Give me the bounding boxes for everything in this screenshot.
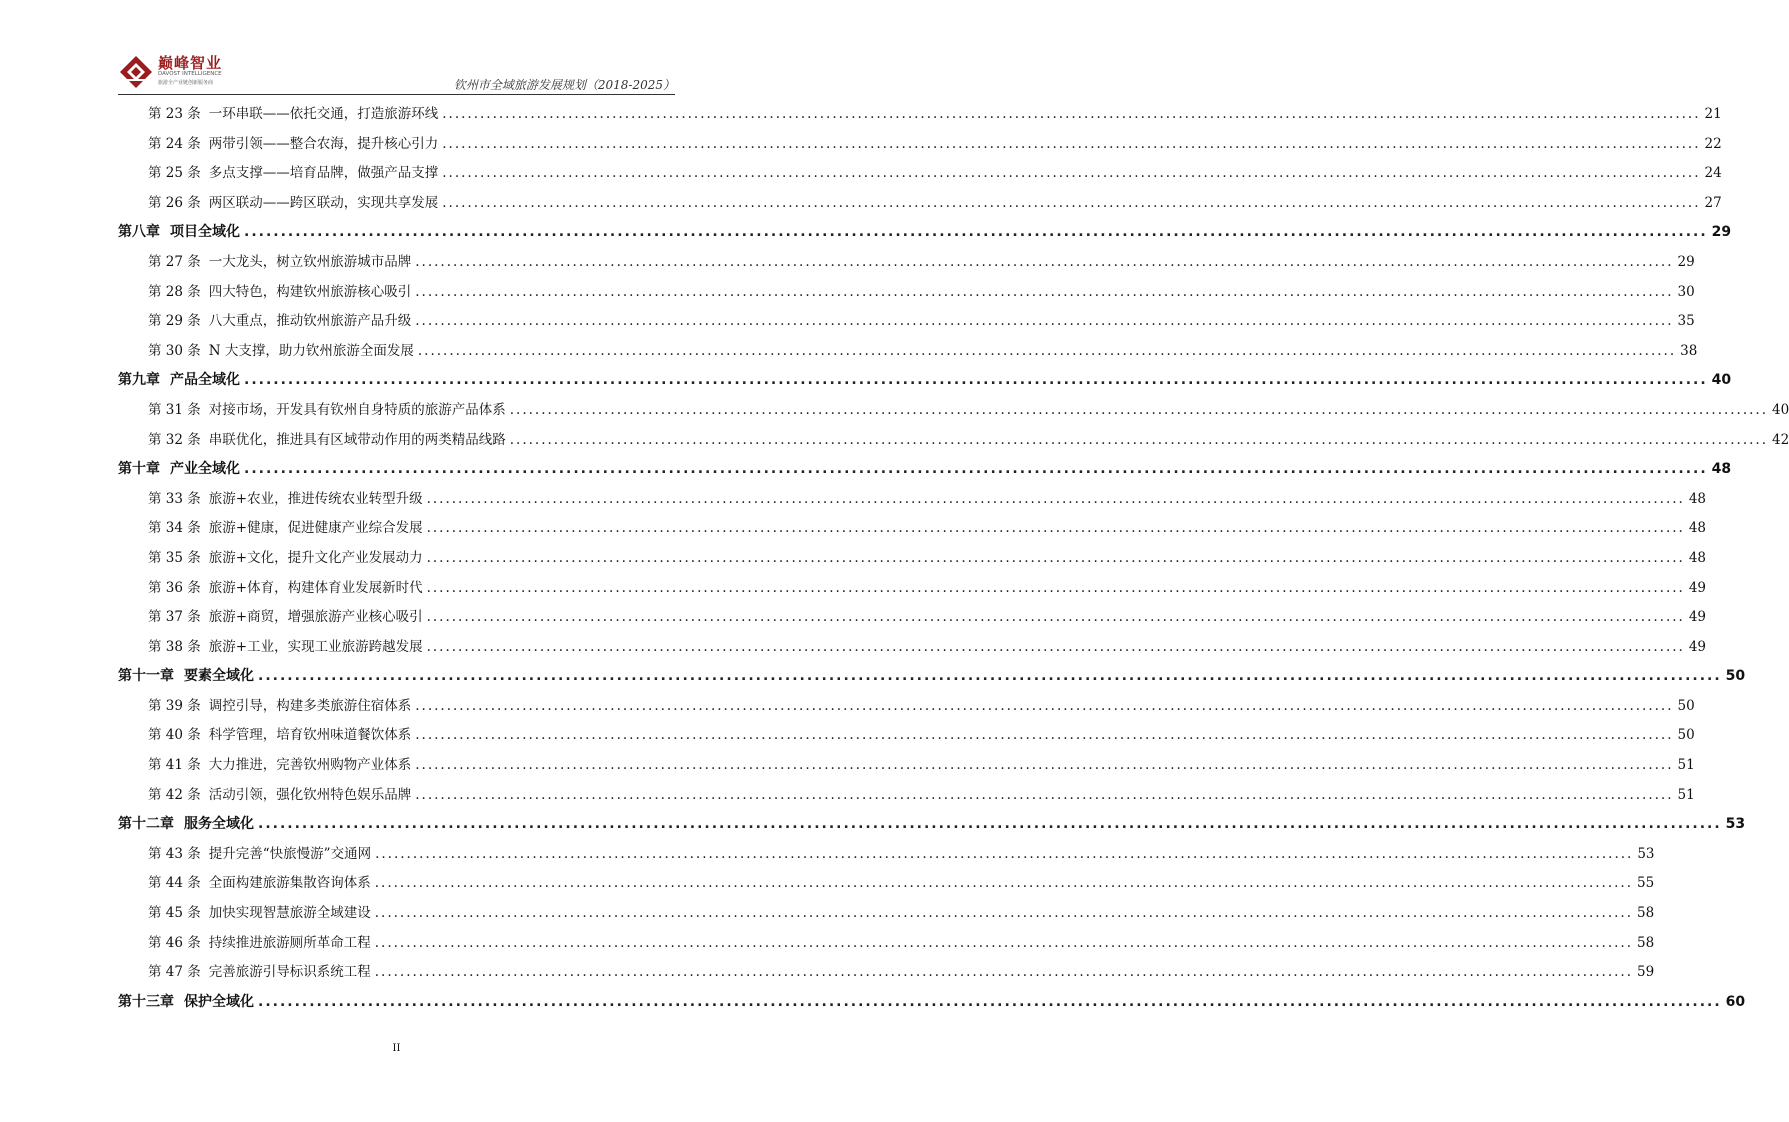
toc-article-entry[interactable] <box>118 307 1695 337</box>
toc-chapter-entry[interactable] <box>118 988 1746 1018</box>
toc-dot-leader: ........................................................................................................................................................................................................ <box>426 579 1685 596</box>
toc-entry-title: 四大特色，构建钦州旅游核心吸引 <box>208 283 412 300</box>
logo-slogan: 旅游全产业链创新服务商 <box>158 80 214 86</box>
toc-dot-leader: ........................................................................................................................................................................................................ <box>415 757 1674 774</box>
toc-entry-number: 第 44 条 <box>148 875 201 892</box>
toc-page-number: 49 <box>1688 579 1707 596</box>
toc-dot-leader: ........................................................................................................................................................................................................ <box>509 431 1769 448</box>
header-divider <box>118 94 675 95</box>
toc-dot-leader: ........................................................................................................................................................................................................ <box>258 993 1722 1010</box>
toc-entry-number: 第 28 条 <box>148 283 201 300</box>
toc-entry-title: 调控引导，构建多类旅游住宿体系 <box>208 697 412 714</box>
toc-dot-leader: ........................................................................................................................................................................................................ <box>415 727 1674 744</box>
toc-dot-leader: ........................................................................................................................................................................................................ <box>244 461 1708 478</box>
toc-dot-leader: ........................................................................................................................................................................................................ <box>374 875 1634 892</box>
toc-dot-leader: ........................................................................................................................................................................................................ <box>426 490 1685 507</box>
toc-entry-title: 旅游+体育，构建体育业发展新时代 <box>208 579 423 596</box>
toc-entry-title: 多点支撑——培育品牌，做强产品支撑 <box>208 165 439 182</box>
toc-page-number: 29 <box>1711 224 1732 241</box>
toc-entry-title: 持续推进旅游厕所革命工程 <box>208 934 371 951</box>
toc-entry-title: 旅游+农业，推进传统农业转型升级 <box>208 490 423 507</box>
toc-entry-number: 第 38 条 <box>148 638 201 655</box>
toc-article-entry[interactable] <box>118 633 1707 663</box>
toc-dot-leader: ........................................................................................................................................................................................................ <box>244 224 1708 241</box>
toc-entry-number: 第 29 条 <box>148 313 201 330</box>
toc-entry-title: 完善旅游引导标识系统工程 <box>208 964 371 981</box>
toc-dot-leader: ........................................................................................................................................................................................................ <box>426 549 1685 566</box>
toc-chapter-entry[interactable] <box>118 366 1732 396</box>
toc-dot-leader: ........................................................................................................................................................................................................ <box>426 520 1685 537</box>
toc-article-entry[interactable] <box>118 189 1722 219</box>
toc-page-number: 49 <box>1688 638 1707 655</box>
toc-article-entry[interactable] <box>118 929 1655 959</box>
toc-entry-number: 第 47 条 <box>148 964 201 981</box>
toc-entry-number: 第 24 条 <box>148 135 201 152</box>
toc-dot-leader: ........................................................................................................................................................................................................ <box>426 638 1685 655</box>
toc-entry-number: 第 35 条 <box>148 549 201 566</box>
toc-entry-title: 旅游+商贸，增强旅游产业核心吸引 <box>208 609 423 626</box>
toc-page-number: 24 <box>1704 165 1722 182</box>
toc-page-number: 21 <box>1704 106 1722 122</box>
toc-entry-title: 加快实现智慧旅游全域建设 <box>208 905 371 922</box>
page-number: II <box>392 1043 401 1054</box>
toc-article-entry[interactable] <box>118 899 1655 929</box>
toc-article-entry[interactable] <box>118 485 1707 515</box>
toc-article-entry[interactable] <box>118 544 1707 574</box>
toc-entry-title: 项目全域化 <box>170 224 240 241</box>
toc-article-entry[interactable] <box>118 692 1695 722</box>
page-header <box>118 52 675 92</box>
toc-article-entry[interactable] <box>118 337 1698 367</box>
toc-article-entry[interactable] <box>118 869 1655 899</box>
toc-article-entry[interactable] <box>118 603 1707 633</box>
toc-entry-number: 第 46 条 <box>148 934 201 951</box>
toc-entry-title: 旅游+文化，提升文化产业发展动力 <box>208 549 423 566</box>
toc-entry-number: 第 43 条 <box>148 845 201 862</box>
toc-entry-number: 第 37 条 <box>148 609 201 626</box>
toc-entry-title: 一大龙头，树立钦州旅游城市品牌 <box>208 253 412 270</box>
toc-article-entry[interactable] <box>118 781 1695 811</box>
toc-dot-leader: ........................................................................................................................................................................................................ <box>374 905 1634 922</box>
toc-dot-leader: ........................................................................................................................................................................................................ <box>415 253 1674 270</box>
toc-entry-title: 旅游+工业，实现工业旅游跨越发展 <box>208 638 423 655</box>
toc-entry-number: 第十一章 <box>118 668 174 685</box>
toc-page-number: 53 <box>1637 845 1655 862</box>
toc-page-number: 58 <box>1637 934 1655 951</box>
toc-entry-number: 第 39 条 <box>148 697 201 714</box>
toc-page-number: 40 <box>1711 372 1732 389</box>
toc-entry-number: 第九章 <box>118 372 160 389</box>
toc-entry-title: 一环串联——依托交通，打造旅游环线 <box>208 106 439 122</box>
toc-article-entry[interactable] <box>118 159 1722 189</box>
toc-entry-number: 第十三章 <box>118 993 174 1010</box>
logo-english-name: DAVOST INTELLIGENCE <box>158 71 222 77</box>
toc-dot-leader: ........................................................................................................................................................................................................ <box>374 964 1634 981</box>
toc-page-number: 42 <box>1772 431 1789 448</box>
toc-dot-leader: ........................................................................................................................................................................................................ <box>415 313 1674 330</box>
toc-page-number: 38 <box>1680 342 1698 359</box>
toc-entry-title: 串联优化，推进具有区域带动作用的两类精品线路 <box>208 431 506 448</box>
toc-page-number: 30 <box>1677 283 1695 300</box>
toc-chapter-entry[interactable] <box>118 218 1732 248</box>
table-of-contents <box>118 100 1789 1017</box>
toc-entry-number: 第 34 条 <box>148 520 201 537</box>
toc-chapter-entry[interactable] <box>118 662 1746 692</box>
toc-page-number: 48 <box>1688 490 1707 507</box>
toc-entry-number: 第 45 条 <box>148 905 201 922</box>
toc-page-number: 48 <box>1711 461 1732 478</box>
toc-entry-title: 两区联动——跨区联动，实现共享发展 <box>208 194 439 211</box>
toc-entry-title: N 大支撑，助力钦州旅游全面发展 <box>208 342 414 359</box>
toc-article-entry[interactable] <box>118 721 1695 751</box>
toc-entry-title: 产品全域化 <box>170 372 240 389</box>
toc-article-entry[interactable] <box>118 396 1789 426</box>
toc-entry-number: 第 31 条 <box>148 401 201 418</box>
toc-article-entry[interactable] <box>118 751 1695 781</box>
toc-page-number: 50 <box>1677 697 1695 714</box>
logo-name: 巅峰智业 <box>158 54 223 72</box>
toc-entry-title: 对接市场，开发具有钦州自身特质的旅游产品体系 <box>208 401 506 418</box>
toc-page-number: 50 <box>1725 668 1746 685</box>
toc-page-number: 48 <box>1688 549 1707 566</box>
toc-entry-number: 第 23 条 <box>148 106 201 122</box>
toc-entry-number: 第 41 条 <box>148 757 201 774</box>
toc-article-entry[interactable] <box>118 426 1789 456</box>
toc-dot-leader: ........................................................................................................................................................................................................ <box>258 816 1722 833</box>
toc-entry-number: 第 30 条 <box>148 342 201 359</box>
toc-entry-number: 第十章 <box>118 461 160 478</box>
toc-page-number: 48 <box>1688 520 1707 537</box>
toc-dot-leader: ........................................................................................................................................................................................................ <box>442 165 1701 182</box>
toc-dot-leader: ........................................................................................................................................................................................................ <box>244 372 1708 389</box>
toc-page-number: 50 <box>1677 727 1695 744</box>
toc-page-number: 55 <box>1637 875 1655 892</box>
toc-entry-title: 两带引领——整合农海，提升核心引力 <box>208 135 439 152</box>
toc-page-number: 59 <box>1637 964 1655 981</box>
toc-dot-leader: ........................................................................................................................................................................................................ <box>509 401 1769 418</box>
toc-entry-title: 全面构建旅游集散咨询体系 <box>208 875 371 892</box>
toc-chapter-entry[interactable] <box>118 455 1732 485</box>
toc-entry-title: 要素全域化 <box>184 668 254 685</box>
toc-dot-leader: ........................................................................................................................................................................................................ <box>375 845 1634 862</box>
toc-entry-title: 科学管理，培育钦州味道餐饮体系 <box>208 727 412 744</box>
toc-entry-title: 旅游+健康，促进健康产业综合发展 <box>208 520 423 537</box>
toc-page-number: 40 <box>1772 401 1789 418</box>
toc-dot-leader: ........................................................................................................................................................................................................ <box>442 194 1701 211</box>
toc-entry-title: 大力推进，完善钦州购物产业体系 <box>208 757 412 774</box>
toc-article-entry[interactable] <box>118 248 1695 278</box>
toc-dot-leader: ........................................................................................................................................................................................................ <box>258 668 1722 685</box>
toc-entry-number: 第 33 条 <box>148 490 201 507</box>
toc-entry-title: 产业全域化 <box>170 461 240 478</box>
toc-entry-title: 八大重点，推动钦州旅游产品升级 <box>208 313 412 330</box>
toc-page-number: 58 <box>1637 905 1655 922</box>
toc-dot-leader: ........................................................................................................................................................................................................ <box>415 283 1674 300</box>
toc-page-number: 22 <box>1704 135 1722 152</box>
toc-entry-title: 活动引领，强化钦州特色娱乐品牌 <box>208 786 412 803</box>
toc-page-number: 51 <box>1677 786 1695 803</box>
toc-page-number: 51 <box>1677 757 1695 774</box>
toc-entry-number: 第 42 条 <box>148 786 201 803</box>
toc-page-number: 35 <box>1677 313 1695 330</box>
toc-dot-leader: ........................................................................................................................................................................................................ <box>415 786 1674 803</box>
toc-entry-number: 第 36 条 <box>148 579 201 596</box>
toc-entry-title: 保护全域化 <box>184 993 254 1010</box>
toc-entry-number: 第 32 条 <box>148 431 201 448</box>
toc-page-number: 29 <box>1677 253 1695 270</box>
toc-article-entry[interactable] <box>118 100 1722 130</box>
toc-entry-number: 第八章 <box>118 224 160 241</box>
toc-page-number: 53 <box>1725 816 1746 833</box>
toc-dot-leader: ........................................................................................................................................................................................................ <box>415 697 1674 714</box>
toc-page-number: 27 <box>1704 194 1722 211</box>
toc-entry-title: 提升完善“快旅慢游”交通网 <box>208 845 372 862</box>
toc-article-entry[interactable] <box>118 130 1722 160</box>
toc-dot-leader: ........................................................................................................................................................................................................ <box>442 106 1701 122</box>
toc-article-entry[interactable] <box>118 840 1655 870</box>
toc-entry-title: 服务全域化 <box>184 816 254 833</box>
toc-page-number: 49 <box>1688 609 1707 626</box>
toc-page-number: 60 <box>1725 993 1746 1010</box>
toc-article-entry[interactable] <box>118 514 1707 544</box>
toc-entry-number: 第 27 条 <box>148 253 201 270</box>
document-title: 钦州市全域旅游发展规划（2018-2025） <box>453 78 675 92</box>
toc-article-entry[interactable] <box>118 278 1695 308</box>
toc-entry-number: 第十二章 <box>118 816 174 833</box>
toc-article-entry[interactable] <box>118 958 1655 988</box>
toc-dot-leader: ........................................................................................................................................................................................................ <box>426 609 1685 626</box>
toc-dot-leader: ........................................................................................................................................................................................................ <box>442 135 1701 152</box>
toc-article-entry[interactable] <box>118 574 1707 604</box>
toc-dot-leader: ........................................................................................................................................................................................................ <box>374 934 1634 951</box>
toc-dot-leader: ........................................................................................................................................................................................................ <box>417 342 1677 359</box>
toc-entry-number: 第 40 条 <box>148 727 201 744</box>
toc-entry-number: 第 26 条 <box>148 194 201 211</box>
toc-chapter-entry[interactable] <box>118 810 1746 840</box>
toc-entry-number: 第 25 条 <box>148 165 201 182</box>
logo-icon <box>118 54 154 88</box>
